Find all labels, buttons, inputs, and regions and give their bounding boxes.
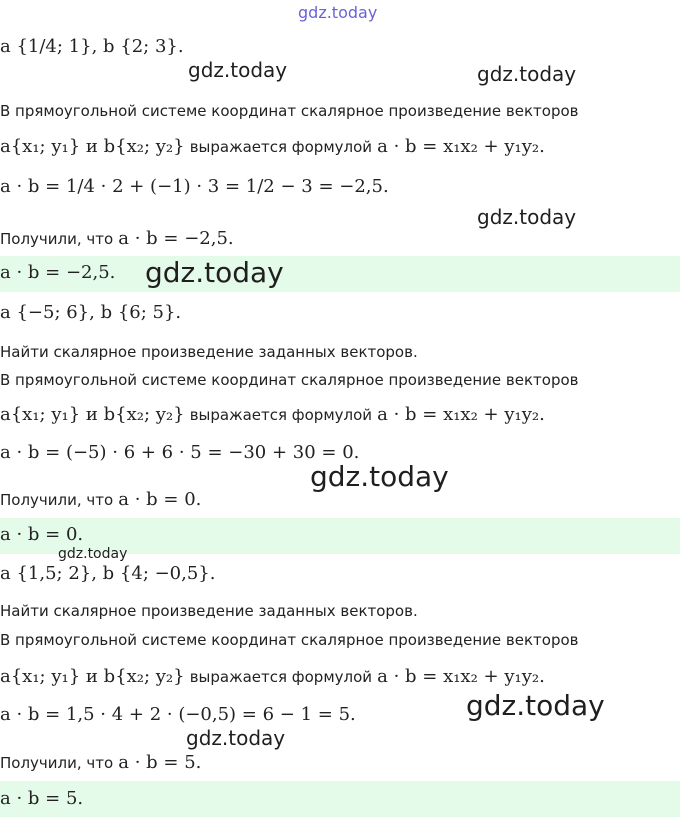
part2-vectors: a {−5; 6}, b {6; 5}. xyxy=(0,302,182,323)
watermark-7: gdz.today xyxy=(466,689,605,722)
part3-formula-text: выражается формулой xyxy=(189,668,373,686)
part2-task: Найти скалярное произведение заданных векторов. xyxy=(0,343,418,361)
part1-formula-left: a{x₁; y₁} и b{x₂; y₂} xyxy=(0,136,185,157)
part1-answer: a · b = −2,5. xyxy=(0,262,116,283)
watermark-6: gdz.today xyxy=(58,546,128,562)
part3-theory: В прямоугольной системе координат скалярное произведение векторов xyxy=(0,631,579,649)
part1-theory: В прямоугольной системе координат скалярное произведение векторов xyxy=(0,102,579,120)
part2-formula-left: a{x₁; y₁} и b{x₂; y₂} xyxy=(0,404,185,425)
watermark-5: gdz.today xyxy=(310,460,449,493)
part1-result-math: a · b = −2,5. xyxy=(118,228,234,249)
part2-formula-text: выражается формулой xyxy=(189,406,373,424)
part1-vectors-text: a {1/4; 1}, b {2; 3}. xyxy=(0,36,184,57)
part1-result-prefix: Получили, что xyxy=(0,230,114,248)
watermark-top: gdz.today xyxy=(298,3,378,22)
part1-result xyxy=(0,228,234,249)
watermark-8: gdz.today xyxy=(186,726,286,750)
part1-calculation: a · b = 1/4 · 2 + (−1) · 3 = 1/2 − 3 = −2,5. xyxy=(0,176,389,197)
part2-theory: В прямоугольной системе координат скалярное произведение векторов xyxy=(0,371,579,389)
watermark-1: gdz.today xyxy=(188,58,288,82)
watermark-2: gdz.today xyxy=(477,62,577,86)
part1-formula-text: выражается формулой xyxy=(189,138,373,156)
watermark-3: gdz.today xyxy=(477,205,577,229)
part3-formula-left: a{x₁; y₁} и b{x₂; y₂} xyxy=(0,666,185,687)
part3-calculation: a · b = 1,5 · 4 + 2 · (−0,5) = 6 − 1 = 5. xyxy=(0,704,356,725)
part2-formula xyxy=(0,404,545,425)
part3-result xyxy=(0,752,201,773)
part3-formula xyxy=(0,666,545,687)
part2-calculation: a · b = (−5) · 6 + 6 · 5 = −30 + 30 = 0. xyxy=(0,442,360,463)
part2-answer: a · b = 0. xyxy=(0,524,84,545)
part2-result-math: a · b = 0. xyxy=(118,489,202,510)
part3-formula-right: a · b = x₁x₂ + y₁y₂. xyxy=(377,666,545,687)
part1-formula-right: a · b = x₁x₂ + y₁y₂. xyxy=(377,136,545,157)
part2-formula-right: a · b = x₁x₂ + y₁y₂. xyxy=(377,404,545,425)
part3-answer: a · b = 5. xyxy=(0,788,84,809)
part3-result-prefix: Получили, что xyxy=(0,754,114,772)
part1-vectors xyxy=(0,36,184,57)
part3-vectors: a {1,5; 2}, b {4; −0,5}. xyxy=(0,563,216,584)
watermark-4: gdz.today xyxy=(145,256,284,289)
part3-result-math: a · b = 5. xyxy=(118,752,202,773)
part3-task: Найти скалярное произведение заданных векторов. xyxy=(0,602,418,620)
answer-band-3 xyxy=(0,781,680,817)
part2-result-prefix: Получили, что xyxy=(0,491,114,509)
part2-result xyxy=(0,489,201,510)
part1-formula xyxy=(0,136,545,157)
